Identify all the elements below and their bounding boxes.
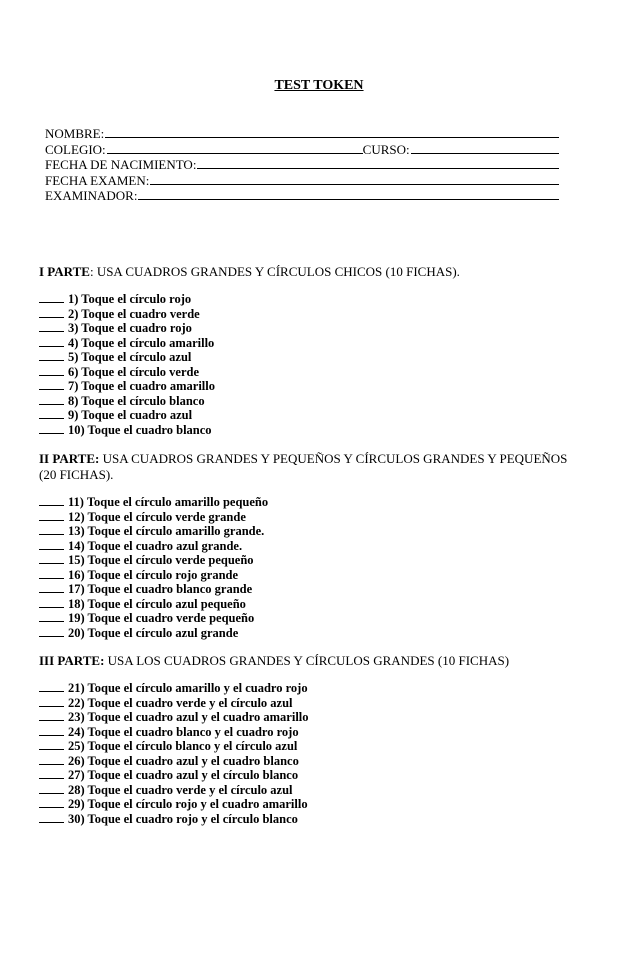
- list-item[interactable]: [39, 797, 579, 812]
- item-text: 6) Toque el círculo verde: [68, 364, 200, 379]
- item-text: 12) Toque el círculo verde grande: [68, 509, 246, 524]
- item-text: 26) Toque el cuadro azul y el cuadro blanco: [68, 753, 299, 768]
- item-text: 17) Toque el cuadro blanco grande: [68, 582, 253, 596]
- answer-blank[interactable]: [39, 292, 64, 303]
- list-item[interactable]: [39, 524, 579, 539]
- answer-blank[interactable]: [39, 611, 64, 622]
- list-item[interactable]: [39, 597, 579, 612]
- list-item[interactable]: [39, 321, 579, 336]
- list-item[interactable]: [39, 394, 579, 409]
- part-1-heading: [39, 264, 579, 280]
- answer-blank[interactable]: [39, 710, 64, 721]
- item-text: 5) Toque el círculo azul: [68, 350, 192, 364]
- document-title: TEST TOKEN: [274, 78, 364, 93]
- item-text: 28) Toque el cuadro verde y el círculo azul: [68, 782, 293, 797]
- item-text: 25) Toque el círculo blanco y el círculo azul: [68, 739, 298, 753]
- list-item[interactable]: [39, 725, 579, 740]
- list-item[interactable]: [39, 365, 579, 380]
- answer-blank[interactable]: [39, 321, 64, 332]
- part-3-text: USA LOS CUADROS GRANDES Y CÍRCULOS GRANDES (10 FICHAS): [104, 653, 510, 668]
- part-2-label: II PARTE:: [39, 451, 100, 466]
- part-1-text: : USA CUADROS GRANDES Y CÍRCULOS CHICOS (10 FICHAS).: [89, 264, 460, 279]
- item-text: 1) Toque el círculo rojo: [68, 292, 192, 306]
- item-text: 9) Toque el cuadro azul: [68, 408, 193, 422]
- answer-blank[interactable]: [39, 597, 64, 608]
- answer-blank[interactable]: [39, 797, 64, 808]
- answer-blank[interactable]: [39, 783, 64, 794]
- list-item[interactable]: [39, 812, 579, 827]
- examinador-line[interactable]: [138, 188, 559, 200]
- list-item[interactable]: [39, 292, 579, 307]
- answer-blank[interactable]: [39, 336, 64, 347]
- item-text: 2) Toque el cuadro verde: [68, 306, 200, 321]
- answer-blank[interactable]: [39, 307, 64, 318]
- answer-blank[interactable]: [39, 350, 64, 361]
- item-text: 11) Toque el círculo amarillo pequeño: [68, 495, 269, 509]
- item-text: 21) Toque el círculo amarillo y el cuadro rojo: [68, 681, 308, 695]
- item-text: 19) Toque el cuadro verde pequeño: [68, 611, 255, 625]
- part-2-text: USA CUADROS GRANDES Y PEQUEÑOS Y CÍRCULOS GRANDES Y PEQUEÑOS (20 FICHAS).: [39, 451, 568, 482]
- list-item[interactable]: [39, 336, 579, 351]
- answer-blank[interactable]: [39, 510, 64, 521]
- answer-blank[interactable]: [39, 696, 64, 707]
- item-text: 18) Toque el círculo azul pequeño: [68, 596, 246, 611]
- answer-blank[interactable]: [39, 626, 64, 637]
- list-item[interactable]: [39, 539, 579, 554]
- colegio-line[interactable]: [107, 142, 363, 154]
- answer-blank[interactable]: [39, 524, 64, 535]
- list-item[interactable]: [39, 783, 579, 798]
- list-item[interactable]: [39, 626, 579, 641]
- answer-blank[interactable]: [39, 768, 64, 779]
- item-text: 7) Toque el cuadro amarillo: [68, 379, 216, 393]
- list-item[interactable]: [39, 768, 579, 783]
- list-item[interactable]: [39, 350, 579, 365]
- part-3-heading: [39, 653, 579, 669]
- list-item[interactable]: [39, 710, 579, 725]
- nombre-field[interactable]: [45, 126, 559, 142]
- answer-blank[interactable]: [39, 582, 64, 593]
- answer-blank[interactable]: [39, 379, 64, 390]
- list-item[interactable]: [39, 408, 579, 423]
- answer-blank[interactable]: [39, 423, 64, 434]
- list-item[interactable]: [39, 611, 579, 626]
- examinador-label: EXAMINADOR:: [45, 188, 138, 203]
- nombre-label: NOMBRE:: [45, 126, 105, 141]
- curso-label: CURSO:: [362, 141, 410, 157]
- fecha-nacimiento-line[interactable]: [197, 157, 559, 169]
- item-text: 16) Toque el círculo rojo grande: [68, 567, 239, 582]
- item-text: 8) Toque el círculo blanco: [68, 393, 205, 408]
- list-item[interactable]: [39, 754, 579, 769]
- item-text: 10) Toque el cuadro blanco: [68, 422, 212, 437]
- answer-blank[interactable]: [39, 365, 64, 376]
- examinador-field[interactable]: [45, 188, 559, 204]
- answer-blank[interactable]: [39, 408, 64, 419]
- list-item[interactable]: [39, 553, 579, 568]
- answer-blank[interactable]: [39, 725, 64, 736]
- fecha-examen-field[interactable]: [45, 173, 559, 189]
- header-fields: [45, 126, 559, 204]
- colegio-field[interactable]: [45, 142, 559, 158]
- answer-blank[interactable]: [39, 394, 64, 405]
- item-text: 20) Toque el círculo azul grande: [68, 625, 239, 640]
- item-text: 22) Toque el cuadro verde y el círculo azul: [68, 695, 293, 710]
- answer-blank[interactable]: [39, 681, 64, 692]
- fecha-nacimiento-label: FECHA DE NACIMIENTO:: [45, 157, 197, 172]
- item-text: 13) Toque el círculo amarillo grande.: [68, 524, 265, 538]
- part-1-section: [39, 264, 579, 437]
- item-text: 14) Toque el cuadro azul grande.: [68, 538, 243, 553]
- list-item[interactable]: [39, 510, 579, 525]
- item-text: 24) Toque el cuadro blanco y el cuadro rojo: [68, 724, 299, 739]
- fecha-examen-line[interactable]: [150, 173, 559, 185]
- part-3-section: [39, 653, 579, 826]
- list-item[interactable]: [39, 568, 579, 583]
- part-1-items: [39, 292, 579, 437]
- part-2-items: [39, 495, 579, 640]
- answer-blank[interactable]: [39, 812, 64, 823]
- item-text: 30) Toque el cuadro rojo y el círculo blanco: [68, 811, 298, 826]
- list-item[interactable]: [39, 739, 579, 754]
- list-item[interactable]: [39, 379, 579, 394]
- list-item[interactable]: [39, 696, 579, 711]
- part-2-heading: [39, 451, 579, 483]
- answer-blank[interactable]: [39, 495, 64, 506]
- answer-blank[interactable]: [39, 739, 64, 750]
- item-text: 23) Toque el cuadro azul y el cuadro amarillo: [68, 710, 309, 724]
- list-item[interactable]: [39, 582, 579, 597]
- item-text: 4) Toque el círculo amarillo: [68, 335, 215, 350]
- nombre-line[interactable]: [105, 126, 559, 138]
- item-text: 27) Toque el cuadro azul y el círculo blanco: [68, 768, 299, 782]
- answer-blank[interactable]: [39, 553, 64, 564]
- list-item[interactable]: [39, 681, 579, 696]
- part-3-items: [39, 681, 579, 826]
- curso-line[interactable]: [411, 142, 559, 154]
- answer-blank[interactable]: [39, 539, 64, 550]
- part-2-section: [39, 451, 579, 640]
- part-1-label: I PARTE: [39, 264, 90, 279]
- list-item[interactable]: [39, 423, 579, 438]
- list-item[interactable]: [39, 495, 579, 510]
- list-item[interactable]: [39, 307, 579, 322]
- item-text: 15) Toque el círculo verde pequeño: [68, 553, 254, 567]
- item-text: 3) Toque el cuadro rojo: [68, 321, 192, 335]
- answer-blank[interactable]: [39, 754, 64, 765]
- fecha-examen-label: FECHA EXAMEN:: [45, 172, 150, 188]
- item-text: 29) Toque el círculo rojo y el cuadro amarillo: [68, 797, 308, 811]
- fecha-nacimiento-field[interactable]: [45, 157, 559, 173]
- colegio-label: COLEGIO:: [45, 141, 106, 157]
- answer-blank[interactable]: [39, 568, 64, 579]
- part-3-label: III PARTE:: [39, 653, 105, 668]
